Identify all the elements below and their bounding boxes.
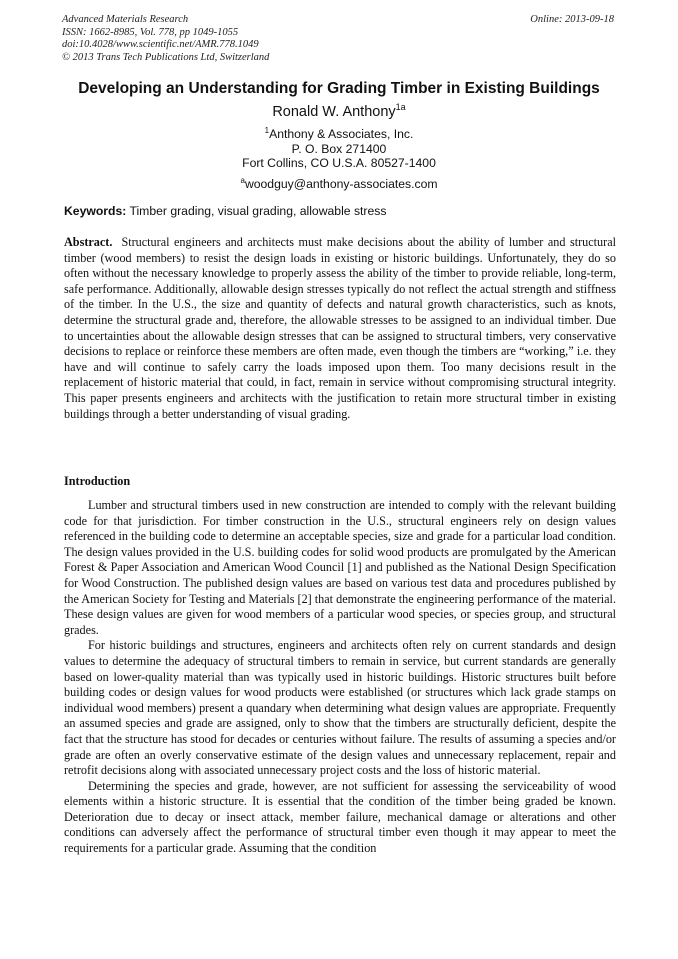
paragraph: Lumber and structural timbers used in new construction are intended to comply with the relevant building code for that jurisdiction. For timber construction in the U.S., structural engineers rely on design values referenced in the building code to determine an acceptable species, size and grade for a particular load condition. The design values provided in the U.S. building codes for solid wood products are promulgated by the American Forest & Paper Association and American Wood Council [1] and published as the National Design Specification for Wood Construction. The published design values are based on various test data and procedures published by the American Society for Testing and Materials [2] that demonstrate the engineering performance of the material. These design values are given for wood members of a particular wood species, or species group, and structural grades. xyxy=(64,498,616,637)
author-superscript: 1a xyxy=(395,102,406,112)
affiliation-line: P. O. Box 271400 xyxy=(291,141,387,156)
keywords xyxy=(64,204,616,218)
paragraph: Determining the species and grade, however, are not sufficient for assessing the serviceability of wood elements within a historic structure. It is essential that the condition of the timber being graded be known. Deterioration due to decay or insect attack, member failure, mechanical damage or alterations and other conditions can adversely affect the performance of structural timber even though it may appear to meet the requirements for a particular grade. Assuming that the condition xyxy=(64,778,616,856)
author-email: woodguy@anthony-associates.com xyxy=(244,177,438,191)
author-name: Ronald W. Anthony xyxy=(272,104,396,120)
abstract-text: Structural engineers and architects must make decisions about the ability of lumber and structural timber (wood members) to resist the design loads in existing or historic buildings. Unfortunately, they do so often without the necessary knowledge to properly assess the ability of the timber to provide reliable, long-term, safe performance. Additionally, allowable design stresses typically do not reflect the actual strength and stiffness of the timber. In the U.S., the size and quantity of defects and natural growth characteristics, such as knots, determine the structural grade and, therefore, the allowable stresses to be assigned to an individual timber. Due to uncertainties about the allowable design stresses that can be assigned to structural timbers, very conservative decisions to replace or reinforce these members are often made, even though the timbers are “working,” i.e. they have and will continue to safely carry the loads imposed upon them. Too many decisions result in the replacement of historic material that could, in fact, remain in service without compromising structural integrity. This paper presents engineers and architects with the justification to retain more structural timber in existing buildings through a better understanding of visual grading. xyxy=(64,235,616,421)
email-superscript: a xyxy=(240,176,245,185)
affiliation xyxy=(40,124,638,171)
journal-copyright: © 2013 Trans Tech Publications Ltd, Switzerland xyxy=(62,51,270,63)
keywords-label: Keywords: xyxy=(64,204,127,218)
affiliation-superscript: 1 xyxy=(264,126,270,135)
author-line xyxy=(40,98,638,121)
affiliation-line: $^1$Anthony & Associates, Inc. xyxy=(264,126,414,141)
section-heading-introduction: Introduction xyxy=(64,474,131,488)
online-date: Online: 2013-09-18 xyxy=(530,14,614,25)
journal-name: Advanced Materials Research xyxy=(62,14,189,25)
affiliation-line: Fort Collins, CO U.S.A. 80527-1400 xyxy=(242,156,436,170)
abstract-label: Abstract. xyxy=(64,235,113,249)
journal-issn: ISSN: 1662-8985, Vol. 778, pp 1049-1055 xyxy=(62,26,239,38)
introduction-body xyxy=(64,498,616,857)
abstract xyxy=(64,235,616,422)
paper-title: Developing an Understanding for Grading Timber in Existing Buildings xyxy=(78,80,600,97)
journal-header xyxy=(62,14,614,64)
keywords-text: Timber grading, visual grading, allowable stress xyxy=(129,204,387,218)
journal-doi: doi:10.4028/www.scientific.net/AMR.778.1049 xyxy=(62,39,259,50)
author-email-line xyxy=(40,174,638,191)
paragraph: For historic buildings and structures, engineers and architects often rely on current standards and design values to determine the adequacy of structural timbers to remain in service, but current standards are generally based on lower-quality material than was typically used in historic buildings. Historic structures built before building codes or design values for wood products were established (or structures which lack grade stamps on individual wood members) present a quandary when determining what design values are appropriate. Frequently an assumed species and grade are assigned, only to show that the timbers are structurally deficient, despite the fact that the structure has stood for decades or centuries without failure. The results of assuming a species and/or grade are often an overly conservative estimate of the design values and unnecessary replacement, repair and retrofit decisions along with associated unnecessary project costs and the loss of historic material. xyxy=(64,638,616,778)
